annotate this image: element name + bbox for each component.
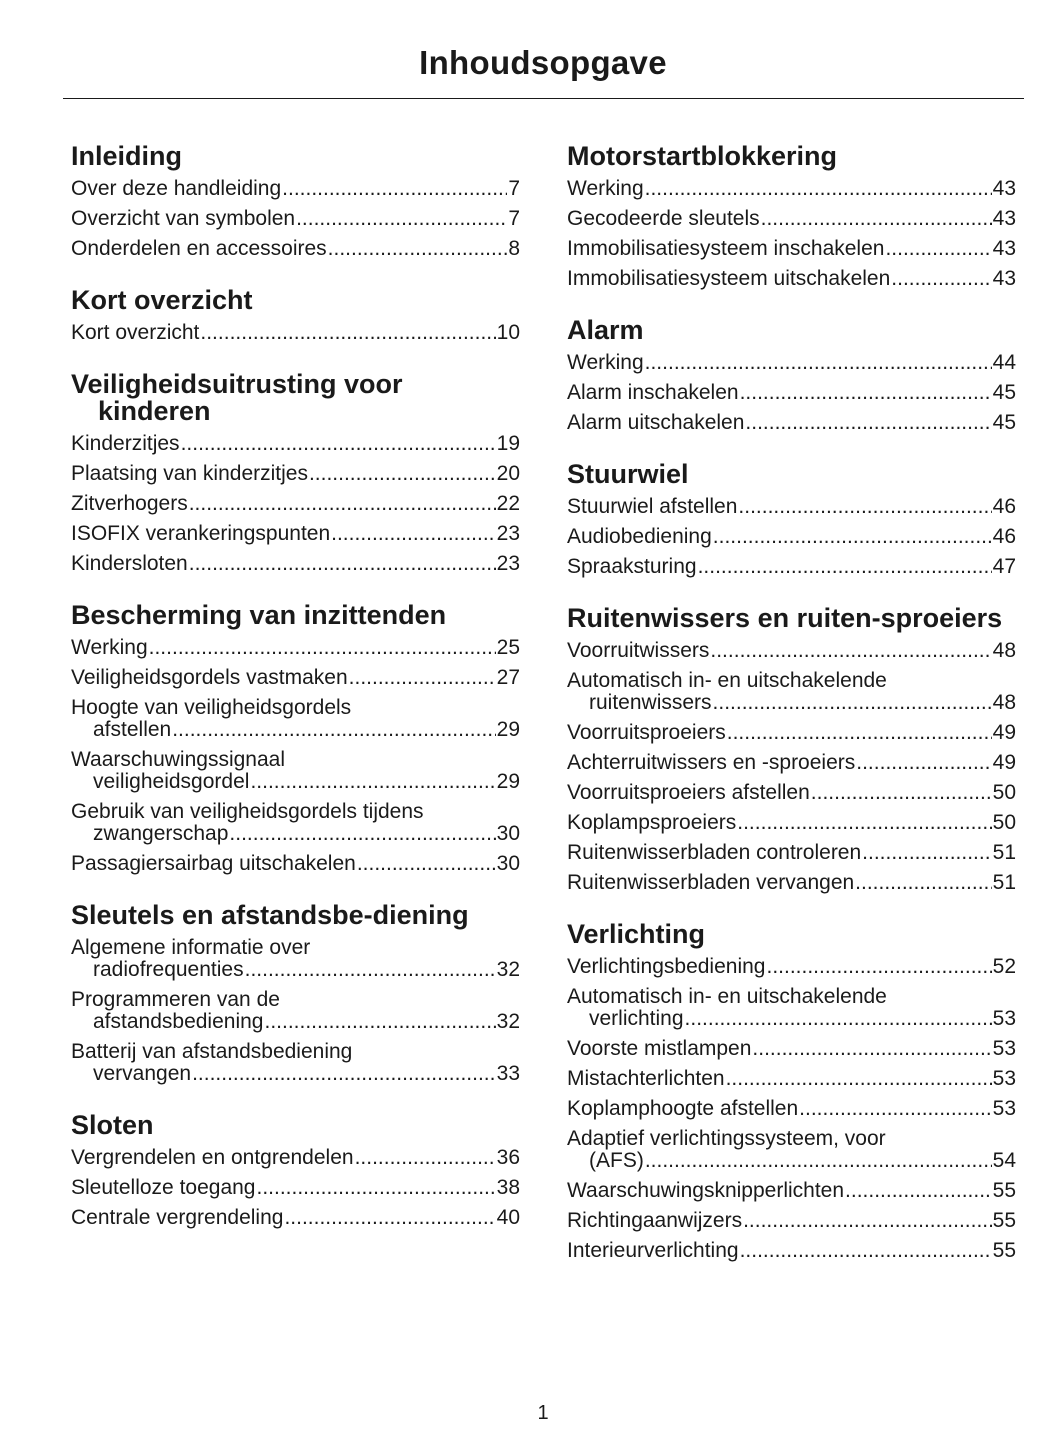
entry-page-number: 23: [496, 552, 520, 575]
toc-left-column: [71, 143, 520, 1256]
entry-page-number: 45: [992, 411, 1016, 434]
entry-line: [567, 264, 1016, 294]
toc-entry[interactable]: [71, 1037, 520, 1089]
toc-entry[interactable]: [567, 264, 1016, 294]
entry-line: [567, 174, 1016, 204]
toc-section: [71, 902, 520, 1089]
toc-entry[interactable]: [71, 1203, 520, 1233]
entry-title: radiofrequenties: [93, 958, 244, 981]
toc-entry[interactable]: [567, 1094, 1016, 1124]
entry-page-number: 49: [992, 751, 1016, 774]
entry-line: [71, 234, 520, 264]
entry-page-number: 45: [992, 381, 1016, 404]
toc-entry[interactable]: [567, 1034, 1016, 1064]
entry-line: [567, 1094, 1016, 1124]
entry-page-number: 32: [496, 958, 520, 981]
dot-leader: [192, 1063, 496, 1085]
entry-title: Voorste mistlampen: [567, 1037, 752, 1060]
toc-entry[interactable]: [567, 666, 1016, 718]
toc-entry[interactable]: [71, 318, 520, 348]
entry-page-number: 46: [992, 525, 1016, 548]
dot-leader: [745, 408, 991, 438]
entry-line: [567, 748, 1016, 778]
dot-leader: [855, 868, 991, 898]
section-title: Sleutels en afstandsbe-diening: [71, 900, 469, 930]
toc-entry[interactable]: [567, 174, 1016, 204]
entry-title: Onderdelen en accessoires: [71, 237, 327, 260]
dot-leader: [645, 348, 992, 378]
entry-title: Interieurverlichting: [567, 1239, 739, 1262]
entry-title: Richtingaanwijzers: [567, 1209, 743, 1232]
entry-line: [71, 771, 520, 793]
dot-leader: [710, 636, 991, 666]
toc-entry[interactable]: [71, 933, 520, 985]
entry-title: Stuurwiel afstellen: [567, 495, 738, 518]
entry-page-number: 55: [992, 1239, 1016, 1262]
entry-title: ruitenwissers: [589, 691, 712, 714]
toc-entry[interactable]: [71, 633, 520, 663]
entry-line: [71, 663, 520, 693]
toc-entry[interactable]: [567, 378, 1016, 408]
toc-entry[interactable]: [71, 459, 520, 489]
dot-leader: [331, 519, 496, 549]
section-title: Inleiding: [71, 141, 182, 171]
dot-leader: [189, 549, 496, 579]
toc-entry[interactable]: [567, 1176, 1016, 1206]
dot-leader: [645, 1150, 992, 1172]
dot-leader: [743, 1206, 992, 1236]
toc-entry[interactable]: [567, 868, 1016, 898]
entry-title-first-line: Automatisch in- en uitschakelende: [567, 669, 887, 692]
toc-entry[interactable]: [567, 952, 1016, 982]
entry-line: [567, 204, 1016, 234]
entry-line: [71, 1143, 520, 1173]
entry-title: Werking: [71, 636, 148, 659]
entry-page-number: 50: [992, 781, 1016, 804]
entry-line: [567, 348, 1016, 378]
entry-title: Alarm uitschakelen: [567, 411, 745, 434]
toc-entry[interactable]: [567, 522, 1016, 552]
entry-page-number: 8: [508, 237, 520, 260]
entry-line: [71, 719, 520, 741]
toc-entry[interactable]: [567, 1124, 1016, 1176]
dot-leader: [309, 459, 496, 489]
dot-leader: [645, 174, 992, 204]
dot-leader: [349, 663, 496, 693]
entry-page-number: 47: [992, 555, 1016, 578]
section-title: Verlichting: [567, 919, 706, 949]
toc-section: [567, 317, 1016, 438]
dot-leader: [355, 1143, 496, 1173]
entry-line: [567, 492, 1016, 522]
dot-leader: [250, 771, 495, 793]
title-divider: [63, 98, 1024, 99]
dot-leader: [737, 808, 991, 838]
entry-page-number: 54: [992, 1149, 1016, 1172]
toc-entry[interactable]: [71, 174, 520, 204]
dot-leader: [766, 952, 991, 982]
entry-page-number: 20: [496, 462, 520, 485]
toc-entry[interactable]: [71, 985, 520, 1037]
entry-line: [567, 692, 1016, 714]
toc-entry[interactable]: [71, 489, 520, 519]
toc-section: [71, 143, 520, 264]
entry-line: [567, 522, 1016, 552]
entry-line: [567, 1034, 1016, 1064]
entry-line: [567, 234, 1016, 264]
toc-section: [567, 461, 1016, 582]
toc-entry[interactable]: [567, 748, 1016, 778]
toc-entry[interactable]: [71, 234, 520, 264]
toc-entry[interactable]: [71, 693, 520, 745]
entry-title: Kindersloten: [71, 552, 188, 575]
toc-entry[interactable]: [71, 849, 520, 879]
entry-line: [71, 1203, 520, 1233]
toc-entry[interactable]: [71, 663, 520, 693]
entry-title: Kinderzitjes: [71, 432, 180, 455]
dot-leader: [752, 1034, 991, 1064]
entry-line: [71, 1173, 520, 1203]
entry-title: Voorruitwissers: [567, 639, 710, 662]
entry-page-number: 48: [992, 691, 1016, 714]
dot-leader: [845, 1176, 992, 1206]
toc-entry[interactable]: [71, 1143, 520, 1173]
entry-page-number: 43: [992, 207, 1016, 230]
dot-leader: [799, 1094, 991, 1124]
entry-page-number: 23: [496, 522, 520, 545]
entry-page-number: 38: [496, 1176, 520, 1199]
entry-line: [71, 959, 520, 981]
toc-entry[interactable]: [567, 778, 1016, 808]
toc-entry[interactable]: [71, 745, 520, 797]
entry-title: Zitverhogers: [71, 492, 188, 515]
section-title: Motorstartblokkering: [567, 141, 838, 171]
entry-title: Ruitenwisserbladen controleren: [567, 841, 862, 864]
entry-page-number: 29: [496, 718, 520, 741]
section-title: Sloten: [71, 1110, 154, 1140]
entry-title: afstandsbediening: [93, 1010, 264, 1033]
entry-line: [71, 633, 520, 663]
toc-entry[interactable]: [567, 636, 1016, 666]
dot-leader: [282, 174, 507, 204]
entry-title: verlichting: [589, 1007, 684, 1030]
entry-title: veiligheidsgordel: [93, 770, 250, 793]
toc-section: [567, 605, 1016, 898]
entry-title-first-line: Batterij van afstandsbediening: [71, 1040, 353, 1063]
entry-title-first-line: Gebruik van veiligheidsgordels tijdens: [71, 800, 424, 823]
entry-line: [567, 838, 1016, 868]
entry-line: [567, 808, 1016, 838]
entry-line: [71, 823, 520, 845]
entry-page-number: 50: [992, 811, 1016, 834]
dot-leader: [264, 1011, 495, 1033]
entry-line: [71, 1011, 520, 1033]
dot-leader: [229, 823, 495, 845]
dot-leader: [172, 719, 495, 741]
entry-page-number: 53: [992, 1007, 1016, 1030]
entry-page-number: 49: [992, 721, 1016, 744]
section-title: Veiligheidsuitrusting voor kinderen: [71, 369, 403, 426]
toc-entry[interactable]: [71, 429, 520, 459]
toc-section: [71, 371, 520, 579]
entry-page-number: 32: [496, 1010, 520, 1033]
entry-title: Achterruitwissers en -sproeiers: [567, 751, 856, 774]
dot-leader: [357, 849, 496, 879]
entry-line: [567, 952, 1016, 982]
entry-title: Kort overzicht: [71, 321, 200, 344]
entry-line: [567, 1150, 1016, 1172]
dot-leader: [726, 1064, 992, 1094]
toc-section: [567, 921, 1016, 1266]
entry-page-number: 51: [992, 841, 1016, 864]
entry-title: Audiobediening: [567, 525, 712, 548]
dot-leader: [713, 692, 992, 714]
toc-entry[interactable]: [567, 348, 1016, 378]
entry-line: [71, 204, 520, 234]
entry-line: [71, 1063, 520, 1085]
toc-entry[interactable]: [567, 204, 1016, 234]
entry-title: Over deze handleiding: [71, 177, 282, 200]
entry-line: [567, 718, 1016, 748]
toc-entry[interactable]: [567, 982, 1016, 1034]
toc-entry[interactable]: [567, 1064, 1016, 1094]
entry-title: Werking: [567, 351, 644, 374]
toc-right-column: [567, 143, 1016, 1289]
entry-page-number: 36: [496, 1146, 520, 1169]
toc-section: [71, 602, 520, 879]
entry-page-number: 7: [508, 177, 520, 200]
dot-leader: [284, 1203, 495, 1233]
entry-page-number: 43: [992, 177, 1016, 200]
dot-leader: [685, 1008, 992, 1030]
toc-entry[interactable]: [71, 1173, 520, 1203]
section-title: Alarm: [567, 315, 644, 345]
entry-title: Koplampsproeiers: [567, 811, 737, 834]
entry-page-number: 53: [992, 1067, 1016, 1090]
toc-entry[interactable]: [71, 797, 520, 849]
entry-title: ISOFIX verankeringspunten: [71, 522, 331, 545]
dot-leader: [200, 318, 495, 348]
entry-title: Sleutelloze toegang: [71, 1176, 256, 1199]
entry-page-number: 40: [496, 1206, 520, 1229]
entry-title: Immobilisatiesysteem inschakelen: [567, 237, 885, 260]
entry-line: [71, 849, 520, 879]
dot-leader: [885, 234, 991, 264]
entry-page-number: 27: [496, 666, 520, 689]
entry-line: [71, 489, 520, 519]
entry-page-number: 52: [992, 955, 1016, 978]
entry-title: Waarschuwingsknipperlichten: [567, 1179, 845, 1202]
entry-page-number: 30: [496, 822, 520, 845]
entry-line: [567, 778, 1016, 808]
entry-line: [71, 519, 520, 549]
section-title: Stuurwiel: [567, 459, 689, 489]
toc-entry[interactable]: [71, 519, 520, 549]
entry-title: (AFS): [589, 1149, 644, 1172]
dot-leader: [811, 778, 992, 808]
entry-title-first-line: Adaptief verlichtingssysteem, voor: [567, 1127, 886, 1150]
dot-leader: [862, 838, 991, 868]
entry-page-number: 53: [992, 1037, 1016, 1060]
entry-title: afstellen: [93, 718, 172, 741]
entry-page-number: 53: [992, 1097, 1016, 1120]
entry-title: zwangerschap: [93, 822, 229, 845]
entry-line: [567, 552, 1016, 582]
dot-leader: [256, 1173, 495, 1203]
entry-line: [567, 1008, 1016, 1030]
entry-title-first-line: Algemene informatie over: [71, 936, 311, 959]
page-number: 1: [537, 1402, 549, 1424]
entry-title: Passagiersairbag uitschakelen: [71, 852, 356, 875]
entry-title: Overzicht van symbolen: [71, 207, 296, 230]
entry-line: [567, 408, 1016, 438]
entry-title: Voorruitsproeiers afstellen: [567, 781, 810, 804]
dot-leader: [740, 1236, 992, 1266]
dot-leader: [698, 552, 992, 582]
entry-title: Voorruitsproeiers: [567, 721, 726, 744]
toc-entry[interactable]: [567, 552, 1016, 582]
entry-page-number: 43: [992, 237, 1016, 260]
entry-title: Spraaksturing: [567, 555, 697, 578]
entry-line: [71, 459, 520, 489]
entry-page-number: 43: [992, 267, 1016, 290]
dot-leader: [149, 633, 496, 663]
toc-entry[interactable]: [567, 408, 1016, 438]
entry-title: Ruitenwisserbladen vervangen: [567, 871, 855, 894]
section-title: Bescherming van inzittenden: [71, 600, 447, 630]
entry-title: vervangen: [93, 1062, 192, 1085]
entry-line: [567, 378, 1016, 408]
entry-line: [567, 1176, 1016, 1206]
toc-entry[interactable]: [567, 492, 1016, 522]
entry-line: [71, 174, 520, 204]
toc-section: [567, 143, 1016, 294]
entry-title: Centrale vergrendeling: [71, 1206, 284, 1229]
entry-page-number: 7: [508, 207, 520, 230]
entry-line: [567, 1064, 1016, 1094]
entry-title: Koplamphoogte afstellen: [567, 1097, 799, 1120]
toc-entry[interactable]: [567, 718, 1016, 748]
entry-title: Vergrendelen en ontgrendelen: [71, 1146, 354, 1169]
entry-line: [567, 1206, 1016, 1236]
dot-leader: [296, 204, 507, 234]
entry-title: Alarm inschakelen: [567, 381, 739, 404]
entry-title: Verlichtingsbediening: [567, 955, 766, 978]
toc-entry[interactable]: [71, 204, 520, 234]
dot-leader: [713, 522, 992, 552]
entry-page-number: 46: [992, 495, 1016, 518]
entry-line: [567, 636, 1016, 666]
toc-entry[interactable]: [567, 234, 1016, 264]
entry-page-number: 44: [992, 351, 1016, 374]
entry-title-first-line: Programmeren van de: [71, 988, 280, 1011]
entry-title: Plaatsing van kinderzitjes: [71, 462, 308, 485]
dot-leader: [740, 378, 992, 408]
entry-page-number: 48: [992, 639, 1016, 662]
entry-page-number: 51: [992, 871, 1016, 894]
dot-leader: [738, 492, 991, 522]
entry-line: [567, 1236, 1016, 1266]
entry-title: Mistachterlichten: [567, 1067, 725, 1090]
entry-line: [567, 868, 1016, 898]
toc-entry[interactable]: [567, 808, 1016, 838]
entry-page-number: 55: [992, 1179, 1016, 1202]
entry-page-number: 10: [496, 321, 520, 344]
toc-section: [71, 1112, 520, 1233]
dot-leader: [727, 718, 992, 748]
dot-leader: [245, 959, 496, 981]
entry-title: Werking: [567, 177, 644, 200]
dot-leader: [328, 234, 508, 264]
entry-title: Veiligheidsgordels vastmaken: [71, 666, 348, 689]
entry-page-number: 25: [496, 636, 520, 659]
entry-title-first-line: Hoogte van veiligheidsgordels: [71, 696, 352, 719]
entry-page-number: 19: [496, 432, 520, 455]
entry-page-number: 22: [496, 492, 520, 515]
dot-leader: [856, 748, 991, 778]
toc-entry[interactable]: [567, 1236, 1016, 1266]
dot-leader: [761, 204, 992, 234]
toc-entry[interactable]: [567, 838, 1016, 868]
page-title: Inhoudsopgave: [419, 44, 667, 81]
toc-entry[interactable]: [71, 549, 520, 579]
entry-line: [71, 429, 520, 459]
entry-page-number: 55: [992, 1209, 1016, 1232]
dot-leader: [189, 489, 496, 519]
section-title: Ruitenwissers en ruiten-sproeiers: [567, 603, 1003, 633]
dot-leader: [181, 429, 496, 459]
toc-entry[interactable]: [567, 1206, 1016, 1236]
section-title: Kort overzicht: [71, 285, 253, 315]
entry-page-number: 30: [496, 852, 520, 875]
dot-leader: [891, 264, 991, 294]
toc-section: [71, 287, 520, 348]
entry-line: [71, 318, 520, 348]
entry-title: Immobilisatiesysteem uitschakelen: [567, 267, 891, 290]
entry-page-number: 33: [496, 1062, 520, 1085]
entry-title-first-line: Waarschuwingssignaal: [71, 748, 285, 771]
entry-title-first-line: Automatisch in- en uitschakelende: [567, 985, 887, 1008]
entry-line: [71, 549, 520, 579]
entry-page-number: 29: [496, 770, 520, 793]
entry-title: Gecodeerde sleutels: [567, 207, 760, 230]
